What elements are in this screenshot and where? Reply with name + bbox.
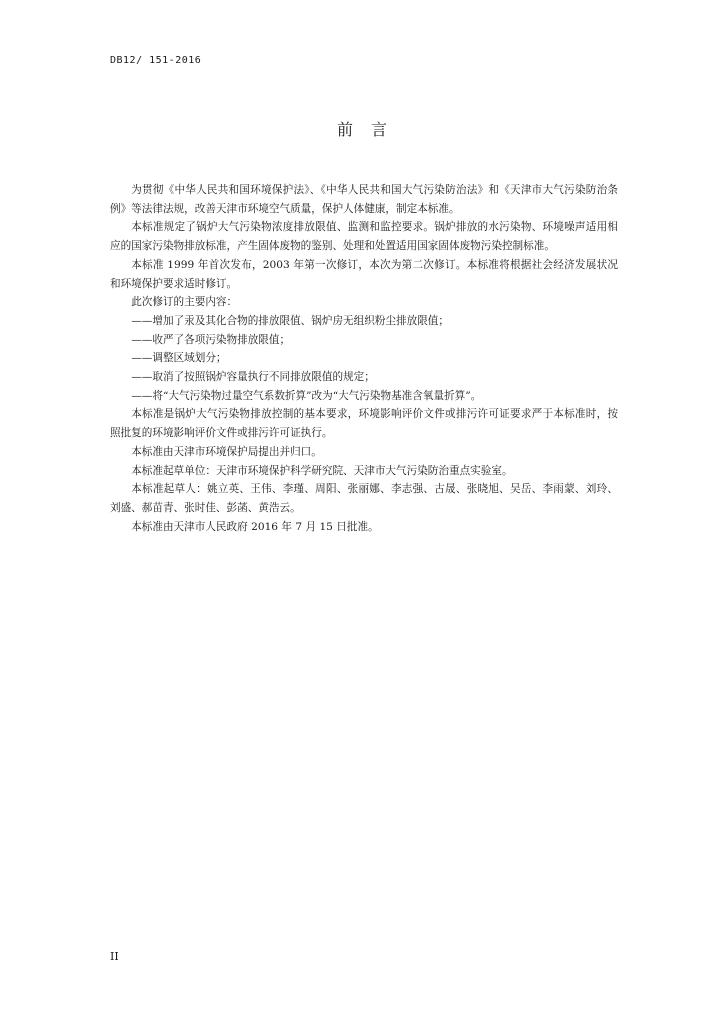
paragraph-requirements: 本标准是锅炉大气污染物排放控制的基本要求，环境影响评价文件或排污许可证要求严于本标准时，按照批复的环境影响评价文件或排污许可证执行。 [110, 408, 618, 440]
paragraph-revision-intro: 此次修订的主要内容： [131, 296, 238, 309]
page-number: II [110, 950, 119, 963]
revision-item: ——收严了各项污染物排放限值； [131, 333, 291, 346]
paragraph-drafting-units: 本标准起草单位：天津市环境保护科学研究院、天津市大气污染防治重点实验室。 [131, 464, 513, 477]
paragraph-purpose: 为贯彻《中华人民共和国环境保护法》、《中华人民共和国大气污染防治法》和《天津市大气污染防治条例》等法律法规，改善天津市环境空气质量，保护人体健康，制定本标准。 [110, 184, 618, 215]
revision-item: ——增加了汞及其化合物的排放限值、锅炉房无组织粉尘排放限值； [131, 314, 449, 327]
paragraph-proposer: 本标准由天津市环境保护局提出并归口。 [131, 445, 322, 458]
page-title: 前言 [336, 120, 405, 139]
paragraph-drafters: 本标准起草人：姚立英、王伟、李瑾、周阳、张丽娜、李志强、古晟、张晓旭、吴岳、李雨蒙、刘玲、刘盛、郝苗青、张时佳、彭菡、黄浩云。 [110, 483, 618, 514]
revision-item: ——将“大气污染物过量空气系数折算”改为“大气污染物基准含氧量折算”。 [131, 389, 482, 402]
preface-body [110, 181, 618, 536]
revision-item: ——取消了按照锅炉容量执行不同排放限值的规定； [131, 371, 375, 384]
paragraph-approval: 本标准由天津市人民政府 2016 年 7 月 15 日批准。 [131, 520, 379, 533]
paragraph-history: 本标准 1999 年首次发布，2003 年第一次修订，本次为第二次修订。本标准将根据社会经济发展状况和环境保护要求适时修订。 [110, 258, 618, 290]
paragraph-scope: 本标准规定了锅炉大气污染物浓度排放限值、监测和监控要求。锅炉排放的水污染物、环境噪声适用相应的国家污染物排放标准，产生固体废物的鉴别、处理和处置适用国家固体废物污染控制标准。 [110, 221, 618, 253]
document-code: DB12/ 151-2016 [110, 55, 202, 66]
revision-item: ——调整区域划分； [131, 352, 227, 365]
